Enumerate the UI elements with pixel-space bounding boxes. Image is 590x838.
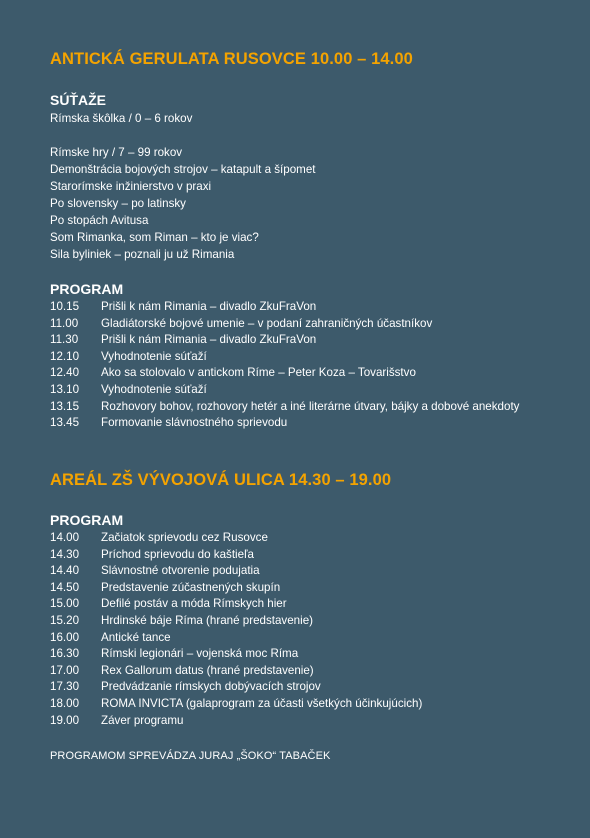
program-time: 11.00 bbox=[50, 316, 79, 330]
program-text: Začiatok sprievodu cez Rusovce bbox=[101, 531, 268, 544]
program-text: Vyhodnotenie súťaží bbox=[101, 349, 207, 363]
footer-host-credit: PROGRAMOM SPREVÁDZA JURAJ „ŠOKO“ TABAČEK bbox=[50, 750, 331, 762]
program-text: Prišli k nám Rimania – divadlo ZkuFraVon bbox=[101, 333, 317, 347]
program-time: 14.30 bbox=[50, 547, 80, 561]
program-row bbox=[50, 415, 550, 432]
program-time: 12.40 bbox=[50, 366, 80, 380]
program-text: Príchod sprievodu do kaštieľa bbox=[101, 547, 254, 561]
program-row bbox=[50, 646, 550, 663]
competition-item: Po stopách Avitusa bbox=[50, 214, 149, 227]
program-row bbox=[50, 316, 550, 333]
program-time: 13.45 bbox=[50, 416, 80, 430]
program-text: Záver programu bbox=[101, 713, 184, 727]
program-text: Predvádzanie rímskych dobývacích strojov bbox=[101, 680, 321, 694]
program-row bbox=[50, 713, 550, 730]
program-time: 13.10 bbox=[50, 382, 80, 396]
program-row bbox=[50, 630, 550, 647]
program-time: 13.15 bbox=[50, 399, 80, 413]
competition-item: Demonštrácia bojových strojov – katapult a šípomet bbox=[50, 163, 316, 176]
program-time: 12.10 bbox=[50, 349, 80, 363]
section2-program-list bbox=[50, 530, 550, 729]
program-text: ROMA INVICTA (galaprogram za účasti všetkých účinkujúcich) bbox=[101, 696, 423, 710]
program-row bbox=[50, 580, 550, 597]
competition-item: Som Rimanka, som Riman – kto je viac? bbox=[50, 231, 259, 244]
program-time: 14.50 bbox=[50, 580, 80, 594]
program-row bbox=[50, 349, 550, 366]
program-row bbox=[50, 382, 550, 399]
program-text: Predstavenie zúčastnených skupín bbox=[101, 580, 281, 594]
program-row bbox=[50, 613, 550, 630]
program-text: Antické tance bbox=[101, 630, 171, 644]
competition-item: Po slovensky – po latinsky bbox=[50, 197, 186, 210]
competition-item: Sila byliniek – poznali ju už Rimania bbox=[50, 248, 235, 261]
program-text: Gladiátorské bojové umenie – v podaní zahraničných účastníkov bbox=[101, 316, 433, 330]
program-text: Defilé postáv a móda Rímskych hier bbox=[101, 597, 287, 611]
program-time: 19.00 bbox=[50, 713, 80, 727]
program-time: 14.00 bbox=[50, 531, 80, 544]
competition-item: Rímske hry / 7 – 99 rokov bbox=[50, 146, 183, 159]
program-row bbox=[50, 332, 550, 349]
program-row bbox=[50, 663, 550, 680]
program-time: 16.30 bbox=[50, 647, 80, 661]
program-time: 11.30 bbox=[50, 333, 79, 347]
program-time: 17.00 bbox=[50, 663, 80, 677]
program-row bbox=[50, 596, 550, 613]
competition-item: Rímska škôlka / 0 – 6 rokov bbox=[50, 112, 193, 125]
program-row bbox=[50, 679, 550, 696]
program-text: Formovanie slávnostného sprievodu bbox=[101, 416, 288, 430]
program-row bbox=[50, 563, 550, 580]
program-time: 16.00 bbox=[50, 630, 80, 644]
program-time: 17.30 bbox=[50, 680, 80, 694]
program-row bbox=[50, 530, 550, 547]
section1-title: ANTICKÁ GERULATA RUSOVCE 10.00 – 14.00 bbox=[50, 50, 413, 68]
program-text: Hrdinské báje Ríma (hrané predstavenie) bbox=[101, 613, 314, 627]
section1-program-list bbox=[50, 299, 550, 432]
section1-program-title: PROGRAM bbox=[50, 281, 124, 297]
program-time: 10.15 bbox=[50, 300, 80, 313]
program-time: 15.00 bbox=[50, 597, 80, 611]
program-text: Ako sa stolovalo v antickom Ríme – Peter Koza – Tovarišstvo bbox=[101, 366, 416, 380]
program-time: 18.00 bbox=[50, 696, 80, 710]
program-text: Rímski legionári – vojenská moc Ríma bbox=[101, 647, 299, 661]
program-time: 14.40 bbox=[50, 564, 80, 578]
program-row bbox=[50, 547, 550, 564]
program-row bbox=[50, 365, 550, 382]
section2-title: AREÁL ZŠ VÝVOJOVÁ ULICA 14.30 – 19.00 bbox=[50, 471, 392, 489]
section2-program-title: PROGRAM bbox=[50, 512, 124, 528]
program-text: Vyhodnotenie súťaží bbox=[101, 382, 207, 396]
program-row bbox=[50, 299, 550, 316]
competitions-title: SÚŤAŽE bbox=[50, 92, 106, 108]
program-row bbox=[50, 399, 550, 416]
program-text: Rex Gallorum datus (hrané predstavenie) bbox=[101, 663, 314, 677]
program-text: Slávnostné otvorenie podujatia bbox=[101, 564, 260, 578]
program-text: Prišli k nám Rimania – divadlo ZkuFraVon bbox=[101, 300, 317, 313]
program-row bbox=[50, 696, 550, 713]
program-time: 15.20 bbox=[50, 613, 80, 627]
competition-item: Starorímske inžinierstvo v praxi bbox=[50, 180, 212, 193]
program-text: Rozhovory bohov, rozhovory hetér a iné literárne útvary, bájky a dobové anekdoty bbox=[101, 399, 520, 413]
